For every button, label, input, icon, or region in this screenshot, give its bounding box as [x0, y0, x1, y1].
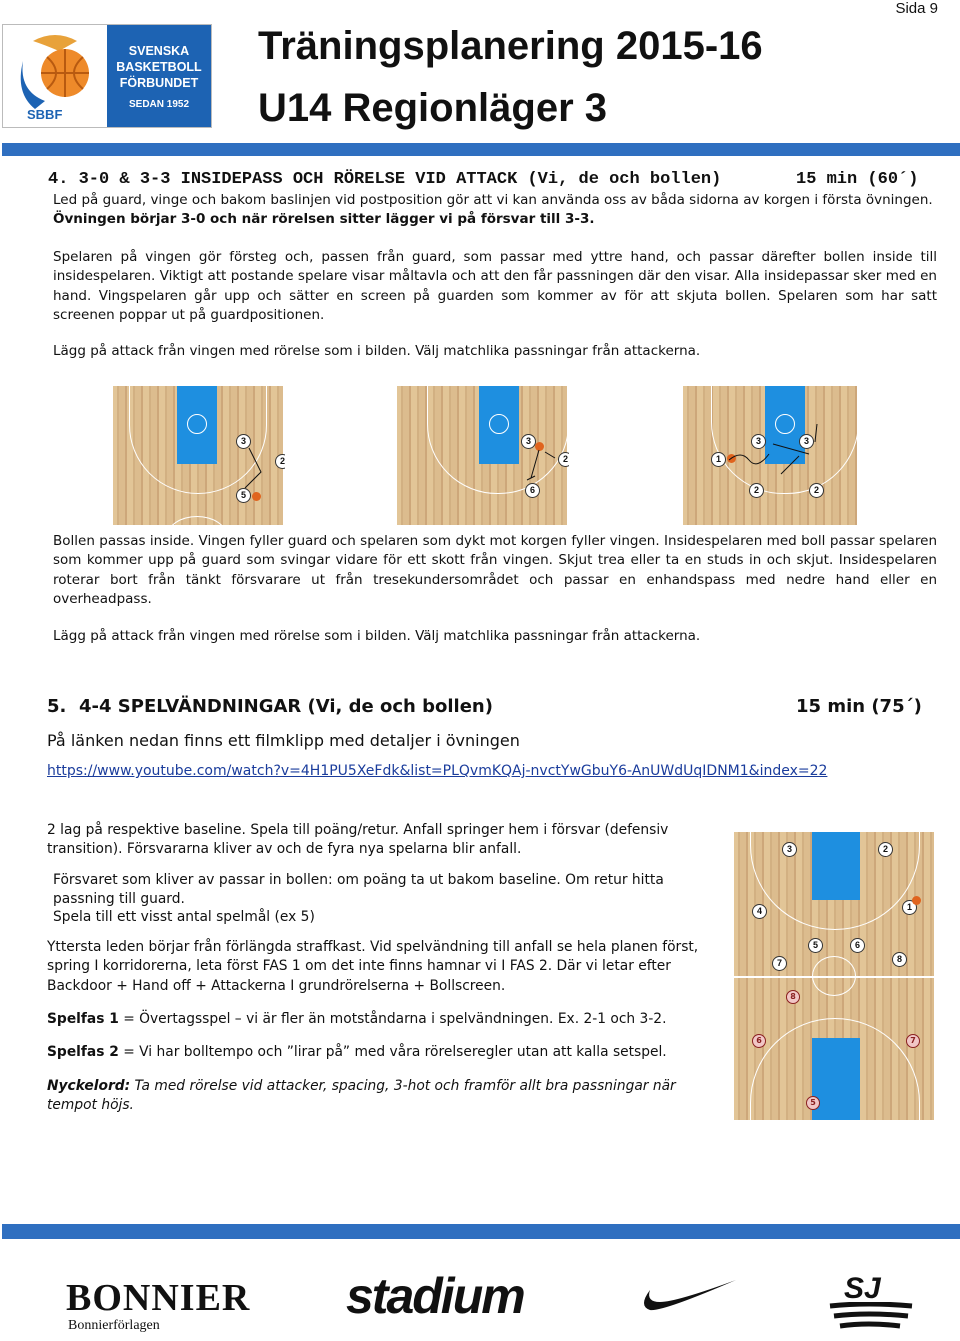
player-2a: 2 [749, 483, 764, 498]
section4-para2: Lägg på attack från vingen med rörelse som i bilden. Välj matchlika passningar från attackerna. [53, 343, 701, 359]
player-3a: 3 [751, 434, 766, 449]
player-3b: 3 [799, 434, 814, 449]
bonnier-sub: Bonnierförlagen [68, 1318, 160, 1333]
logo-text-block [107, 25, 211, 127]
footer-divider [2, 1224, 960, 1239]
player-2: 2 [878, 842, 893, 857]
section4-intro [53, 191, 940, 230]
section5-p1: 2 lag på respektive baseline. Spela till poäng/retur. Anfall springer hem i försvar (defensiv transition). Försvararna kliver av och de fyra nya spelarna blir anfall. [47, 822, 669, 858]
player-2: 2 [275, 454, 285, 469]
section5-p4: Yttersta leden börjar från förlängda straffkast. Vid spelvändning till anfall se hela planen först, spring I korridorerna, leta först FAS 1 om det inte finns hamnar vi I FAS 2. Där vi letar efter Backdoor + Hand off + Attackerna I grundrörelserna + Bollscreen. [47, 939, 699, 994]
section4-para3: Bollen passas inside. Vingen fyller guard och spelaren som dykt mot korgen fyller vingen. Insidespelaren med boll passar spelaren som kommer upp på guard som svingar vidare för ett skott från vingen. Skjut trea eller ta en studs in och skjut. Insidespelaren roterar bort från tänkt försvarare ut från tresekundersområdet och passar en enhandspass med nedre hand eller en overheadpass. [53, 533, 937, 608]
defender-8: 8 [786, 990, 800, 1004]
section4-intro-text: Led på guard, vinge och bakom baslinjen vid postposition gör att vi kan använda oss av båda sidorna av korgen i första övningen. [53, 192, 933, 208]
player-5: 5 [236, 488, 251, 503]
section4-para4: Lägg på attack från vingen med rörelse som i bilden. Välj matchlika passningar från attackerna. [53, 628, 701, 644]
spelfas2-text: = Vi har bolltempo och ”lirar på” med våra rörelseregler utan att kalla setspel. [118, 1044, 667, 1060]
logo-line1: SVENSKA [128, 44, 190, 58]
page-number: Sida 9 [895, 0, 938, 17]
section5-number: 5. [47, 696, 67, 717]
player-2b: 2 [809, 483, 824, 498]
stadium-logo: stadium [346, 1268, 524, 1324]
logo-line2: BASKETBOLL [116, 60, 202, 74]
sbbf-logo [2, 24, 212, 128]
section5-p3: Spela till ett visst antal spelmål (ex 5) [53, 909, 315, 925]
ball-icon [912, 896, 921, 905]
section5-heading: 4-4 SPELVÄNDNINGAR (Vi, de och bollen) [79, 696, 493, 717]
spelfas1-text: = Övertagsspel – vi är fler än motståndarna i spelvändningen. Ex. 2-1 och 3-2. [118, 1011, 667, 1027]
nyckelord [47, 1077, 723, 1116]
movement-arrows-icon [681, 384, 859, 526]
defender-6: 6 [752, 1034, 766, 1048]
spelfas1 [47, 1010, 747, 1029]
nyckelord-label: Nyckelord: [47, 1078, 131, 1094]
section4-time: 15 min (60´) [796, 170, 919, 189]
player-5: 5 [808, 938, 823, 953]
section4-intro-bold: Övningen börjar 3-0 och när rörelsen sitter lägger vi på försvar till 3-3. [53, 211, 595, 228]
player-2: 2 [558, 452, 569, 467]
movement-arrows-icon [395, 384, 569, 526]
player-1: 1 [711, 452, 726, 467]
sj-logo [828, 1272, 914, 1334]
defender-5: 5 [806, 1096, 820, 1110]
spelfas2 [47, 1043, 747, 1062]
sj-wings-icon [828, 1302, 914, 1334]
player-3: 3 [782, 842, 797, 857]
section4-heading: 4. 3-0 & 3-3 INSIDEPASS OCH RÖRELSE VID ATTACK (Vi, de och bollen) [48, 170, 722, 189]
header-divider [2, 143, 960, 156]
movement-arrows-icon [111, 384, 285, 526]
court-diagram-2 [395, 384, 569, 526]
logo-acronym: SBBF [27, 107, 63, 122]
spelfas2-label: Spelfas 2 [47, 1044, 119, 1060]
page-title: Träningsplanering 2015-16 [258, 24, 763, 68]
full-court-diagram [732, 830, 936, 1122]
spelfas1-label: Spelfas 1 [47, 1011, 119, 1027]
player-1: 1 [902, 900, 917, 915]
sj-logo-text: SJ [844, 1272, 881, 1305]
player-4: 4 [752, 904, 767, 919]
nike-swoosh-icon [636, 1276, 740, 1316]
player-7: 7 [772, 956, 787, 971]
section4-para1: Spelaren på vingen gör försteg och, passen från guard, som passar med yttre hand, och passar därefter bollen inside till insidespelaren. Viktigt att postande spelare visar måltavla och att den får passningen där den visar. Alla insidepassar sker med en hand. Vingspelaren går upp och sätter en screen på guarden som kommer av för att skjuta bollen. Spelaren som har satt screenen poppar ut på guardpositionen. [53, 249, 937, 324]
player-3: 3 [236, 434, 251, 449]
player-6: 6 [850, 938, 865, 953]
logo-line4: SEDAN 1952 [128, 99, 190, 110]
section5-time: 15 min (75´) [796, 696, 922, 717]
page-subtitle: U14 Regionläger 3 [258, 86, 608, 130]
court-diagram-1 [111, 384, 285, 526]
bonnier-logo: BONNIER [66, 1277, 251, 1319]
nyckelord-text: Ta med rörelse vid attacker, spacing, 3-hot och framför allt bra passningar när tempot höjs. [47, 1078, 676, 1114]
defender-7: 7 [906, 1034, 920, 1048]
player-3: 3 [521, 434, 536, 449]
player-8: 8 [892, 952, 907, 967]
section5-link-intro: På länken nedan finns ett filmklipp med detaljer i övningen [47, 731, 520, 750]
court-diagram-3 [681, 384, 859, 526]
logo-line3: FÖRBUNDET [119, 76, 199, 90]
player-6: 6 [525, 483, 540, 498]
youtube-link[interactable]: https://www.youtube.com/watch?v=4H1PU5XeFdk&list=PLQvmKQAj-nvctYwGbuY6-AnUWdUqIDNM1&index=22 [47, 763, 828, 779]
section5-p2: Försvaret som kliver av passar in bollen: om poäng ta ut bakom baseline. Om retur hitta passning till guard. [53, 872, 664, 908]
